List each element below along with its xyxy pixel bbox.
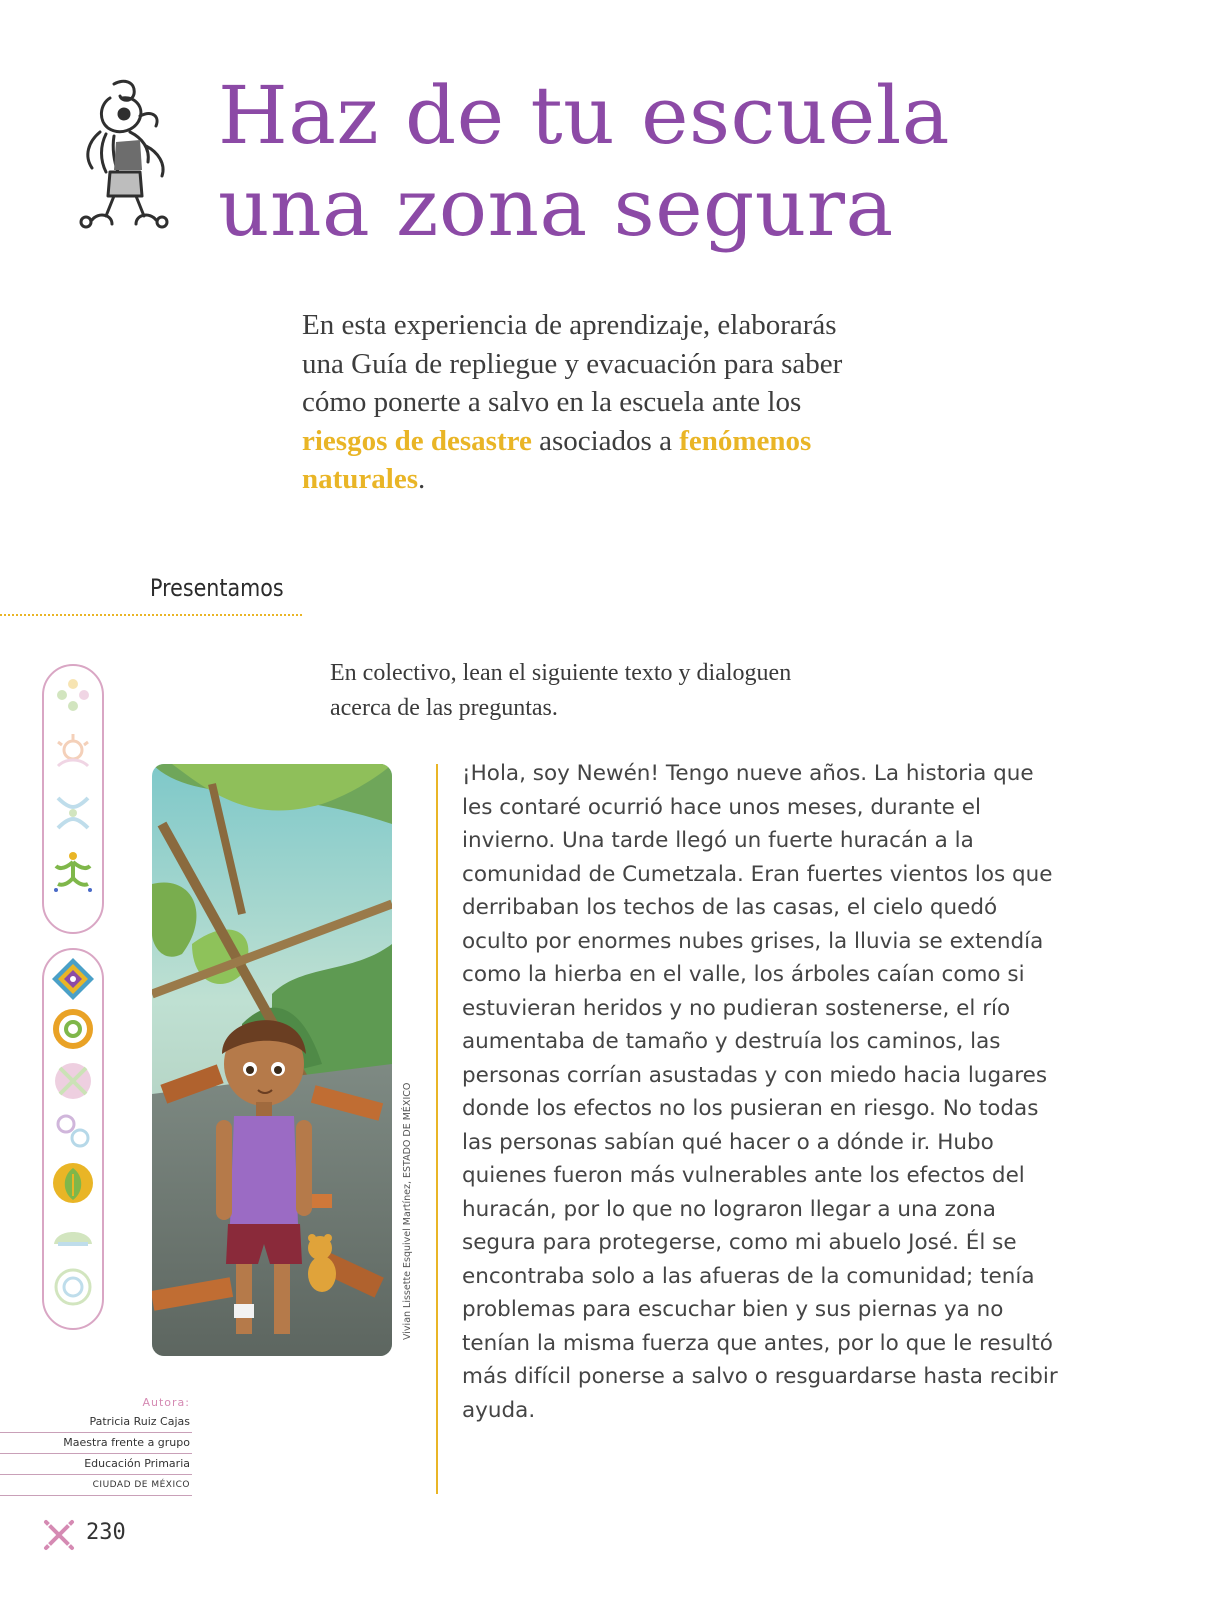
- dots-flower-icon: [50, 672, 96, 718]
- interlaced-figure-icon: [50, 790, 96, 836]
- intro-highlight-risks: riesgos de desastre: [302, 424, 532, 457]
- sun-figure-icon: [50, 730, 96, 776]
- intro-text-3: .: [418, 463, 426, 495]
- spiral-ring-icon: [50, 1006, 96, 1052]
- title-line-2: una zona segura: [218, 161, 894, 254]
- intro-text-2: asociados a: [531, 424, 680, 457]
- author-block: [0, 1394, 192, 1496]
- section-divider: [0, 614, 302, 616]
- woven-x-icon: [42, 1518, 76, 1552]
- intro-highlight-phenomena: fenómenos naturales: [302, 424, 812, 495]
- leaf-bud-icon: [50, 1160, 96, 1206]
- section-heading: Presentamos: [150, 574, 284, 602]
- intro-paragraph: [302, 306, 862, 499]
- illustration-credit: Vivian Lissette Esquivel Martínez, ESTADO DE MÉXICO: [402, 1082, 413, 1340]
- woven-square-icon: [50, 1058, 96, 1104]
- page-title: [218, 70, 950, 254]
- author-place: CIUDAD DE MÉXICO: [0, 1475, 192, 1496]
- title-line-1: Haz de tu escuela: [218, 69, 950, 162]
- concentric-circle-icon: [50, 1264, 96, 1310]
- author-role: Maestra frente a grupo: [0, 1433, 192, 1454]
- turtle-shell-icon: [50, 1214, 96, 1260]
- author-label: Autora:: [142, 1396, 190, 1409]
- linked-rings-icon: [50, 1108, 96, 1154]
- page-number: 230: [86, 1520, 126, 1545]
- intro-text-1: En esta experiencia de aprendizaje, elaborarás una Guía de repliegue y evacuación para saber cómo ponerte a salvo en la escuela ante los: [302, 309, 843, 418]
- hurricane-boy-illustration: [152, 764, 392, 1356]
- story-divider: [436, 764, 438, 1494]
- sprout-person-icon: [50, 848, 96, 894]
- aztec-glyph-icon: [70, 76, 176, 236]
- instructions-text: En colectivo, lean el siguiente texto y dialoguen acerca de las preguntas.: [330, 660, 792, 721]
- author-name: Patricia Ruiz Cajas: [0, 1412, 192, 1433]
- author-level: Educación Primaria: [0, 1454, 192, 1475]
- colorful-diamond-icon: [50, 956, 96, 1002]
- story-text: ¡Hola, soy Newén! Tengo nueve años. La historia que les contaré ocurrió hace unos meses, durante el invierno. Una tarde llegó un fuerte huracán a la comunidad de Cumetzala. Eran fuertes vientos los que derribaban los techos de las casas, el cielo quedó oculto por enormes nubes grises, la lluvia se extendía como la hierba en el valle, los árboles caían como si estuvieran heridos y no pudieran sostenerse, el río aumentaba de tamaño y destruía los caminos, las personas corrían asustadas y con miedo hacia lugares donde los efectos no los pusieran en riesgo. No todas las personas sabían qué hacer o a dónde ir. Hubo quienes fueron más vulnerables ante los efectos del huracán, por lo que no lograron llegar a una zona segura para protegerse, como mi abuelo José. Él se encontraba solo a las afueras de la comunidad; tenía problemas para escuchar bien y sus piernas ya no tenían la misma fuerza que antes, por lo que le resultó más difícil ponerse a salvo o resguardarse hasta recibir ayuda.: [462, 761, 1058, 1423]
